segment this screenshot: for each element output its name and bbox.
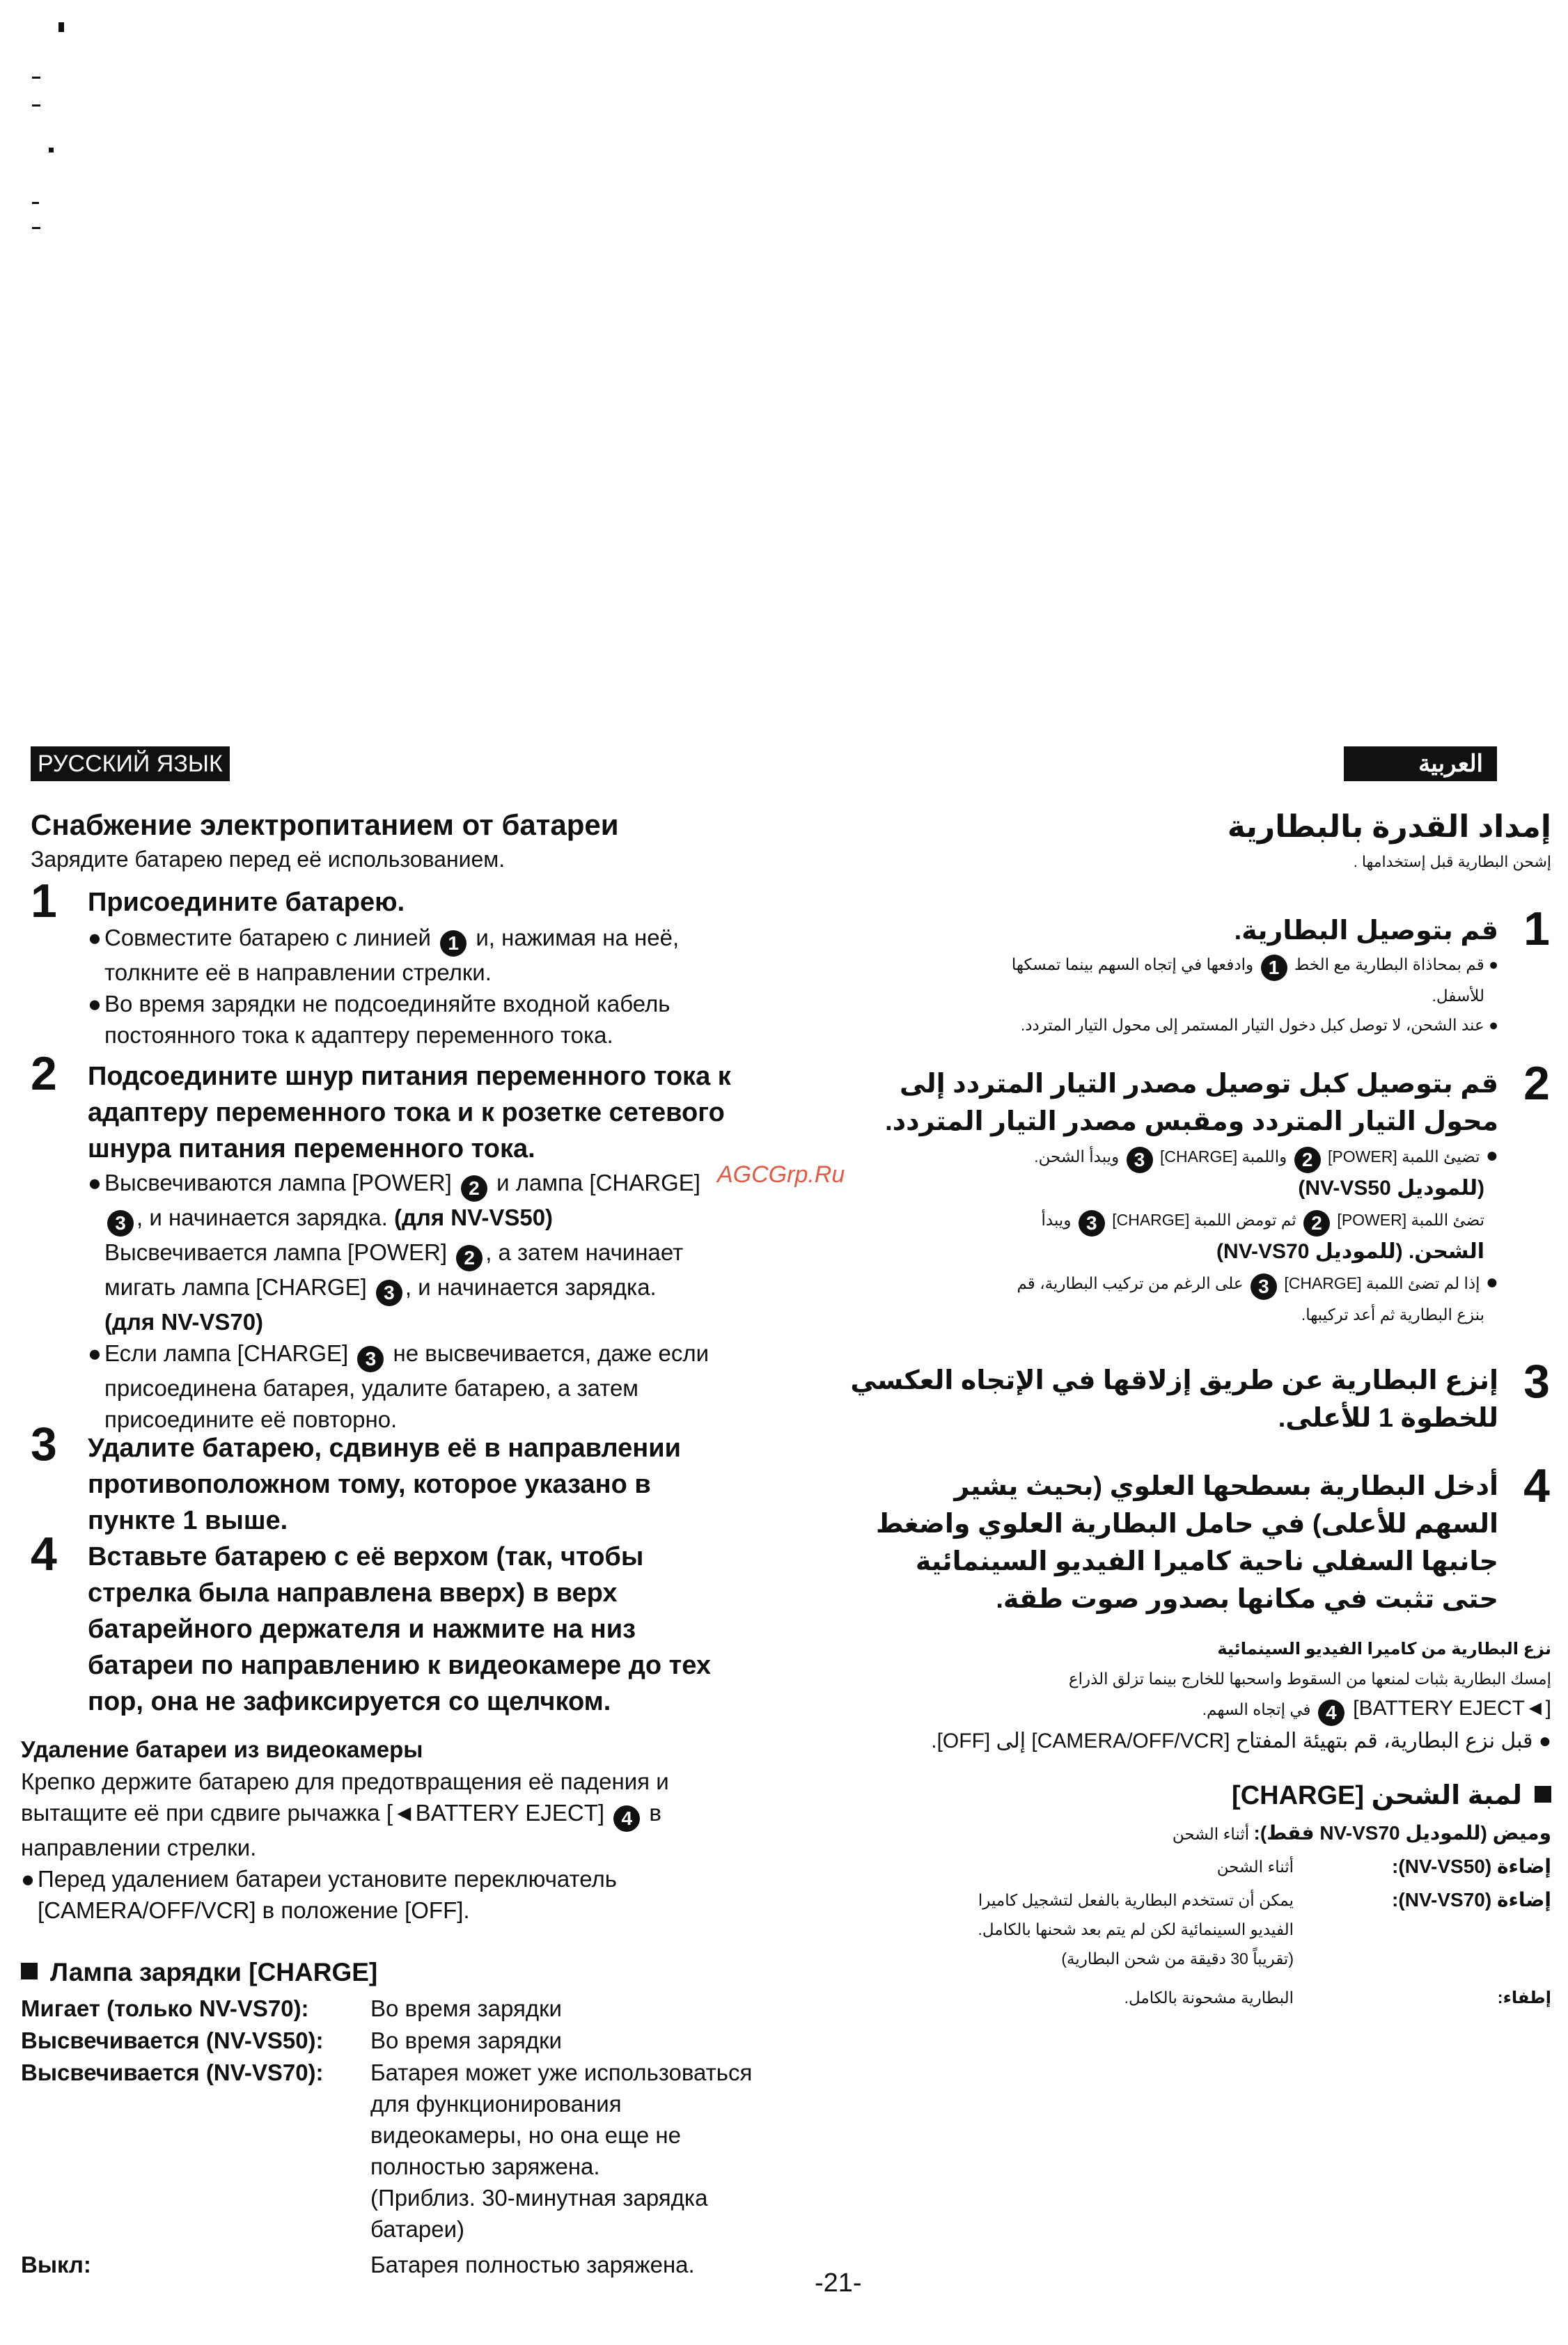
russian-step-4 bbox=[88, 1539, 812, 1720]
lamp-row-label: Мигает (только NV-VS70): bbox=[21, 1995, 309, 2021]
marker-2-icon: 2 bbox=[461, 1175, 487, 1202]
bullet-item: ● قم بمحاذاة البطارية مع الخط 1 وادفعها في إتجاه السهم بينما تمسكها bbox=[802, 950, 1498, 981]
lamp-row-value: Во время зарядки bbox=[370, 2028, 562, 2053]
russian-step-2 bbox=[88, 1058, 812, 1435]
bullet-item: ● Высвечиваются лампа [POWER] 2 и лампа [CHARGE] bbox=[88, 1167, 812, 1202]
lamp-row-value: полностью заряжена. bbox=[370, 2154, 600, 2179]
step-text-line: جانبها السفلي ناحية كاميرا الفيديو السينمائية bbox=[915, 1547, 1498, 1576]
bullet-item: ● Если лампа [CHARGE] 3 не высвечивается, даже если bbox=[88, 1338, 812, 1372]
arabic-lamp-heading: لمبة الشحن [CHARGE] bbox=[1232, 1777, 1551, 1814]
removal-text: вытащите её при сдвиге рычажка [◄BATTERY EJECT] 4 в bbox=[21, 1797, 808, 1832]
marker-3-icon: 3 bbox=[357, 1346, 384, 1372]
marker-4-icon: 4 bbox=[1318, 1700, 1344, 1726]
lamp-row-value: для функционирования bbox=[370, 2091, 622, 2117]
russian-subtitle: Зарядите батарею перед её использованием. bbox=[31, 847, 505, 872]
removal-text: [◄BATTERY EJECT] 4 في إتجاه السهم. bbox=[855, 1693, 1551, 1726]
bullet-continuation: постоянного тока к адаптеру переменного тока. bbox=[104, 1022, 613, 1048]
step-text-line: قم بتوصيل كبل توصيل مصدر التيار المتردد إلى bbox=[899, 1069, 1498, 1099]
russian-section-title: Снабжение электропитанием от батареи bbox=[31, 808, 619, 841]
bullet-continuation: تضئ اللمبة [POWER] 2 ثم تومض اللمبة [CHARGE] 3 ويبدأ bbox=[802, 1204, 1498, 1237]
removal-text: إمسك البطارية بثبات لمنعها من السقوط واسحبها للخارج بينما تزلق الذراع bbox=[1068, 1670, 1551, 1688]
scan-speck bbox=[32, 202, 39, 204]
removal-heading: Удаление батареи из видеокамеры bbox=[21, 1736, 423, 1762]
step-text-line: أدخل البطارية بسطحها العلوي (بحيث يشير bbox=[954, 1472, 1498, 1501]
step-text: Присоедините батарею. bbox=[88, 888, 405, 917]
step-text-line: Вставьте батарею с её верхом (так, чтобы bbox=[88, 1542, 644, 1571]
arabic-step-1 bbox=[802, 912, 1498, 1040]
marker-2-icon: 2 bbox=[456, 1245, 483, 1271]
lamp-row-value: видеокамеры, но она еще не bbox=[370, 2122, 681, 2148]
scan-speck bbox=[58, 22, 64, 32]
step-text-line: противоположном тому, которое указано в bbox=[88, 1470, 651, 1499]
lamp-row: إضاءة (NV-VS50): أثناء الشحن bbox=[1216, 1856, 1551, 1877]
step-number: 2 bbox=[31, 1047, 57, 1100]
square-bullet-icon bbox=[21, 1963, 38, 1979]
bullet-continuation: بنزع البطارية ثم أعد تركيبها. bbox=[1301, 1305, 1484, 1324]
marker-1-icon: 1 bbox=[440, 930, 467, 957]
step-number: 2 bbox=[1523, 1057, 1550, 1110]
step-text-line: адаптеру переменного тока и к розетке сетевого bbox=[88, 1098, 725, 1127]
russian-step-1 bbox=[88, 884, 784, 1051]
square-bullet-icon bbox=[1535, 1786, 1551, 1803]
bullet-item: ● تضيئ اللمبة [POWER] 2 واللمبة [CHARGE] 3 ويبدأ الشحن. bbox=[802, 1140, 1498, 1173]
bullet-continuation: (للموديل NV-VS50) bbox=[1298, 1177, 1484, 1200]
step-text-line: السهم للأعلى) في حامل البطارية العلوي واضغط bbox=[875, 1509, 1498, 1539]
lamp-row-value: Во время зарядки bbox=[370, 1995, 562, 2021]
removal-text: Крепко держите батарею для предотвращения её падения и bbox=[21, 1768, 669, 1794]
bullet-item: ● عند الشحن، لا توصل كبل دخول التيار المستمر إلى محول التيار المتردد. bbox=[1020, 1016, 1498, 1034]
scan-speck bbox=[32, 227, 40, 229]
bullet-item: ● Совместите батарею с линией 1 и, нажимая на неё, bbox=[88, 922, 784, 957]
step-number: 4 bbox=[31, 1528, 57, 1581]
bullet-continuation: الشحن. (للموديل NV-VS70) bbox=[1216, 1240, 1484, 1263]
lamp-row-value: (Приблиз. 30-минутная зарядка bbox=[370, 2185, 708, 2211]
step-text: قم بتوصيل البطارية. bbox=[1234, 916, 1498, 946]
bullet-item: ● Во время зарядки не подсоединяйте входной кабель bbox=[88, 991, 671, 1017]
bullet-item: ● إذا لم تضئ اللمبة [CHARGE] 3 على الرغم من تركيب البطارية، قم bbox=[802, 1267, 1498, 1300]
watermark: AGCGrp.Ru bbox=[717, 1161, 845, 1188]
removal-heading: نزع البطارية من كاميرا الفيديو السينمائية bbox=[1217, 1640, 1551, 1658]
step-number: 3 bbox=[31, 1418, 57, 1470]
marker-2-icon: 2 bbox=[1303, 1210, 1330, 1237]
step-text-line: шнура питания переменного тока. bbox=[88, 1134, 535, 1163]
step-text-line: حتى تثبت في مكانها بصدور صوت طقة. bbox=[996, 1585, 1498, 1614]
scan-speck bbox=[32, 77, 40, 79]
arabic-step-2 bbox=[802, 1065, 1498, 1329]
step-text-line: محول التيار المتردد ومقبس مصدر التيار المتردد. bbox=[885, 1107, 1498, 1136]
page-number: -21- bbox=[815, 2268, 862, 2298]
arabic-step-4 bbox=[802, 1468, 1498, 1618]
lamp-row: إضاءة (NV-VS70): يمكن أن تستخدم البطارية بالفعل لتشجيل كاميرا الفيديو السينمائية لكن لم يتم بعد شحنها بالكامل. (تقريباً 30 دقيقة من شحن البطارية) bbox=[978, 1889, 1551, 1968]
bullet-continuation: (для NV-VS70) bbox=[104, 1309, 264, 1335]
marker-2-icon: 2 bbox=[1294, 1147, 1321, 1173]
marker-3-icon: 3 bbox=[376, 1280, 402, 1306]
russian-language-tab: РУССКИЙ ЯЗЫК bbox=[31, 746, 230, 781]
step-text-line: батареи по направлению к видеокамере до тех bbox=[88, 1651, 712, 1680]
lamp-row-value: батареи) bbox=[370, 2216, 464, 2242]
marker-3-icon: 3 bbox=[1251, 1273, 1277, 1300]
step-text-line: стрелка была направлена вверх) в верх bbox=[88, 1578, 618, 1608]
bullet-item: ● Перед удалением батареи установите переключатель bbox=[21, 1866, 617, 1892]
bullet-continuation: 3 , и начинается зарядка. (для NV-VS50) bbox=[88, 1202, 812, 1237]
lamp-row-label: Выкл: bbox=[21, 2252, 91, 2277]
marker-1-icon: 1 bbox=[1261, 955, 1287, 981]
arabic-section-title: إمداد القدرة بالبطارية bbox=[1227, 810, 1551, 844]
russian-removal-section bbox=[21, 1734, 808, 1926]
bullet-continuation: للأسفل. bbox=[1432, 987, 1484, 1005]
step-text-line: Удалите батарею, сдвинув её в направлении bbox=[88, 1434, 681, 1463]
step-text-line: батарейного держателя и нажмите на низ bbox=[88, 1615, 636, 1644]
bullet-continuation: присоединена батарея, удалите батарею, а затем bbox=[104, 1375, 638, 1401]
arabic-subtitle: إشحن البطارية قبل إستخدامها . bbox=[1353, 853, 1551, 870]
scan-speck bbox=[32, 104, 40, 107]
bullet-continuation: Высвечивается лампа [POWER] 2 , а затем начинает bbox=[88, 1237, 812, 1271]
bullet-item: ● قبل نزع البطارية، قم بتهيئة المفتاح [CAMERA/OFF/VCR] إلى [OFF]. bbox=[931, 1730, 1551, 1752]
marker-4-icon: 4 bbox=[613, 1805, 640, 1832]
marker-3-icon: 3 bbox=[1127, 1147, 1153, 1173]
lamp-row-label: Высвечивается (NV-VS70): bbox=[21, 2060, 324, 2085]
step-text-line: Подсоедините шнур питания переменного тока к bbox=[88, 1062, 731, 1091]
bullet-continuation: мигать лампа [CHARGE] 3 , и начинается зарядка. bbox=[88, 1271, 812, 1306]
step-text-line: إنزع البطارية عن طريق إزلاقها في الإتجاه العكسي bbox=[850, 1366, 1498, 1395]
lamp-row-value: Батарея может уже использоваться bbox=[370, 2060, 753, 2085]
arabic-language-tab: العربية bbox=[1344, 746, 1497, 781]
lamp-row-value: Батарея полностью заряжена. bbox=[370, 2252, 695, 2277]
lamp-row: وميض (للموديل NV-VS70 فقط): أثناء الشحن bbox=[1172, 1822, 1551, 1844]
step-number: 1 bbox=[1523, 902, 1550, 955]
arabic-step-3 bbox=[802, 1362, 1498, 1437]
step-number: 4 bbox=[1523, 1459, 1550, 1512]
step-number: 3 bbox=[1523, 1355, 1550, 1408]
step-text-line: пункте 1 выше. bbox=[88, 1506, 288, 1535]
russian-step-3 bbox=[88, 1430, 812, 1539]
lamp-row: إطفاء: البطارية مشحونة بالكامل. bbox=[1124, 1989, 1551, 2007]
lamp-heading: Лампа зарядки [CHARGE] bbox=[21, 1955, 377, 1990]
step-text-line: للخطوة 1 للأعلى. bbox=[1278, 1404, 1498, 1433]
marker-3-icon: 3 bbox=[1079, 1210, 1105, 1237]
removal-text: направлении стрелки. bbox=[21, 1835, 257, 1860]
bullet-continuation: [CAMERA/OFF/VCR] в положение [OFF]. bbox=[38, 1897, 470, 1923]
step-number: 1 bbox=[31, 875, 57, 927]
bullet-continuation: толкните её в направлении стрелки. bbox=[104, 959, 492, 985]
scan-speck bbox=[49, 148, 54, 152]
bullet-continuation: присоедините её повторно. bbox=[104, 1406, 398, 1432]
lamp-row-label: Высвечивается (NV-VS50): bbox=[21, 2028, 324, 2053]
step-text-line: пор, она не зафиксируется со щелчком. bbox=[88, 1687, 611, 1716]
marker-3-icon: 3 bbox=[107, 1210, 134, 1237]
arabic-removal-section bbox=[855, 1635, 1551, 1757]
